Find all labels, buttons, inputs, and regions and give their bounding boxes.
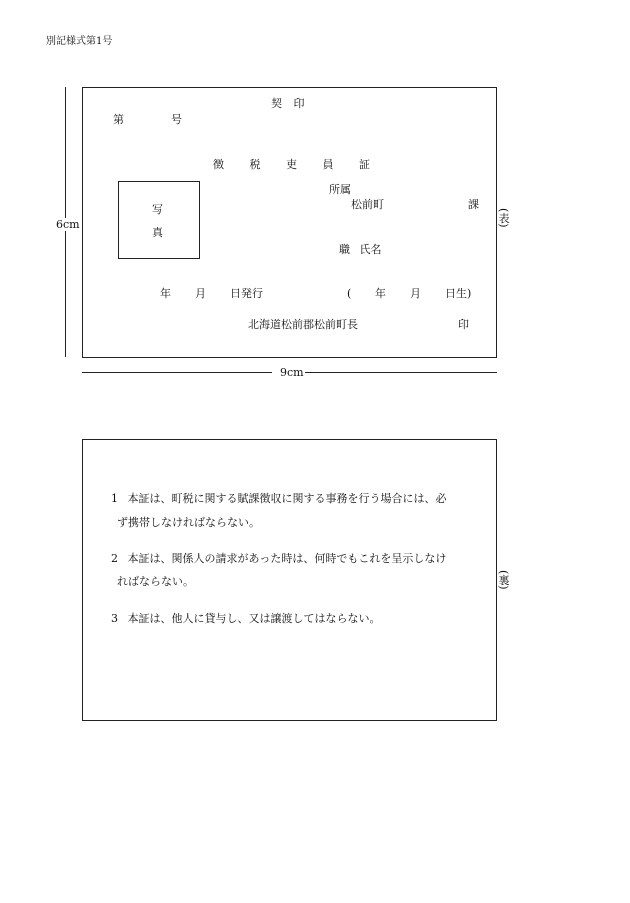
affiliation-label: 所属 <box>329 183 351 196</box>
issuer-name: 北海道松前郡松前町長 <box>248 318 358 331</box>
card-back <box>82 439 497 721</box>
note-3 <box>111 613 381 624</box>
note-2 <box>111 553 446 564</box>
height-dimension-label: 6cm <box>56 218 80 231</box>
card-front <box>82 87 497 358</box>
birth-year: 年 <box>375 287 386 300</box>
birth-open-paren: ( <box>347 287 352 300</box>
birth-day: 日生) <box>445 287 472 300</box>
issue-day: 日発行 <box>230 287 263 300</box>
note-1 <box>111 493 447 504</box>
note-1-line-2: ず携帯しなければならない。 <box>117 516 260 529</box>
note-1-number: 1 <box>111 492 118 505</box>
note-2-number: 2 <box>111 552 118 565</box>
width-dimension-line-left <box>82 372 272 373</box>
birth-month: 月 <box>410 287 421 300</box>
number-suffix: 号 <box>171 113 182 126</box>
position-name-label: 職 氏名 <box>339 243 382 256</box>
stamp-label: 印 <box>458 318 469 331</box>
note-3-line-1: 本証は、他人に貸与し、又は譲渡してはならない。 <box>127 612 381 625</box>
width-dimension-label: 9cm <box>280 366 304 379</box>
issue-year: 年 <box>160 287 171 300</box>
front-side-label: (表) <box>497 208 510 228</box>
photo-label-1: 写 <box>152 203 163 216</box>
town-name: 松前町 <box>351 198 384 211</box>
photo-box <box>118 181 200 259</box>
card-title: 徴 税 吏 員 証 <box>213 158 370 171</box>
note-2-line-1: 本証は、関係人の請求があった時は、何時でもこれを呈示しなけ <box>127 552 447 565</box>
back-side-label: (裏) <box>497 570 510 590</box>
photo-label-2: 真 <box>152 226 163 239</box>
form-label: 別記様式第1号 <box>46 36 113 47</box>
note-2-line-2: ればならない。 <box>117 575 194 588</box>
note-1-line-1: 本証は、町税に関する賦課徴収に関する事務を行う場合には、必 <box>127 492 447 505</box>
section-label: 課 <box>468 198 479 211</box>
width-dimension-line-right <box>305 372 497 373</box>
note-3-number: 3 <box>111 612 118 625</box>
issue-month: 月 <box>195 287 206 300</box>
seal-label: 契 印 <box>271 97 305 110</box>
number-prefix: 第 <box>113 113 124 126</box>
